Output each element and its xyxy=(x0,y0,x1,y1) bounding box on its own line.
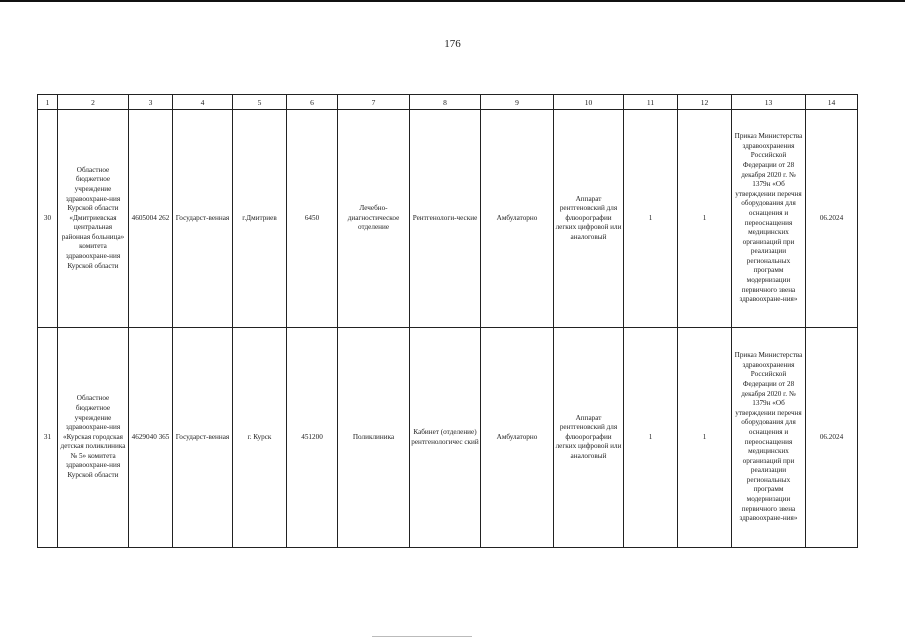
column-number: 2 xyxy=(58,95,129,110)
care-form: Амбулаторно xyxy=(481,328,554,548)
department: Лечебно-диагностическое отделение xyxy=(338,110,410,328)
column-number: 7 xyxy=(338,95,410,110)
inn: 4629040 365 xyxy=(129,328,173,548)
locality: г.Дмитриев xyxy=(233,110,287,328)
column-number: 11 xyxy=(624,95,678,110)
row-number: 31 xyxy=(38,328,58,548)
column-number-row xyxy=(38,95,858,110)
column-number: 5 xyxy=(233,95,287,110)
table-row xyxy=(38,328,858,548)
table-row xyxy=(38,110,858,328)
scan-artifact-line xyxy=(372,636,472,637)
column-number: 6 xyxy=(287,95,338,110)
oktmo-code: 451200 xyxy=(287,328,338,548)
equipment-table xyxy=(37,94,858,548)
quantity-a: 1 xyxy=(624,328,678,548)
ownership-form: Государст-венная xyxy=(173,110,233,328)
legal-basis: Приказ Министерства здравоохранения Российской Федерации от 28 декабря 2020 г. № 1379н «Об утверждении перечня оборудования для оснащения и переоснащения медицинских организаций при реализации региональных программ модернизации первичного звена здравоохране-ния» xyxy=(732,328,806,548)
ownership-form: Государст-венная xyxy=(173,328,233,548)
column-number: 14 xyxy=(806,95,858,110)
equipment-name: Аппарат рентгеновский для флюорографии легких цифровой или аналоговый xyxy=(554,328,624,548)
column-number: 12 xyxy=(678,95,732,110)
oktmo-code: 6450 xyxy=(287,110,338,328)
column-number: 1 xyxy=(38,95,58,110)
row-number: 30 xyxy=(38,110,58,328)
quantity-b: 1 xyxy=(678,328,732,548)
unit: Кабинет (отделение) рентгенологичес ский xyxy=(410,328,481,548)
quantity-a: 1 xyxy=(624,110,678,328)
locality: г. Курск xyxy=(233,328,287,548)
inn: 4605004 262 xyxy=(129,110,173,328)
organization-name: Областное бюджетное учреждение здравоохране-ния Курской области «Дмитриевская центральная районная больница» комитета здравоохране-ния Курской области xyxy=(58,110,129,328)
column-number: 4 xyxy=(173,95,233,110)
quantity-b: 1 xyxy=(678,110,732,328)
equipment-name: Аппарат рентгеновский для флюорографии легких цифровой или аналоговый xyxy=(554,110,624,328)
unit: Рентгенологи-ческие xyxy=(410,110,481,328)
top-edge-rule xyxy=(0,0,905,2)
page-number: 176 xyxy=(444,38,461,50)
column-number: 13 xyxy=(732,95,806,110)
column-number: 9 xyxy=(481,95,554,110)
legal-basis: Приказ Министерства здравоохранения Российской Федерации от 28 декабря 2020 г. № 1379н «Об утверждении перечня оборудования для оснащения и переоснащения медицинских организаций при реализации региональных программ модернизации первичного звена здравоохране-ния» xyxy=(732,110,806,328)
column-number: 10 xyxy=(554,95,624,110)
deadline-date: 06.2024 xyxy=(806,110,858,328)
column-number: 8 xyxy=(410,95,481,110)
deadline-date: 06.2024 xyxy=(806,328,858,548)
organization-name: Областное бюджетное учреждение здравоохране-ния «Курская городская детская поликлиника № 5» комитета здравоохране-ния Курской области xyxy=(58,328,129,548)
department: Поликлиника xyxy=(338,328,410,548)
care-form: Амбулаторно xyxy=(481,110,554,328)
column-number: 3 xyxy=(129,95,173,110)
